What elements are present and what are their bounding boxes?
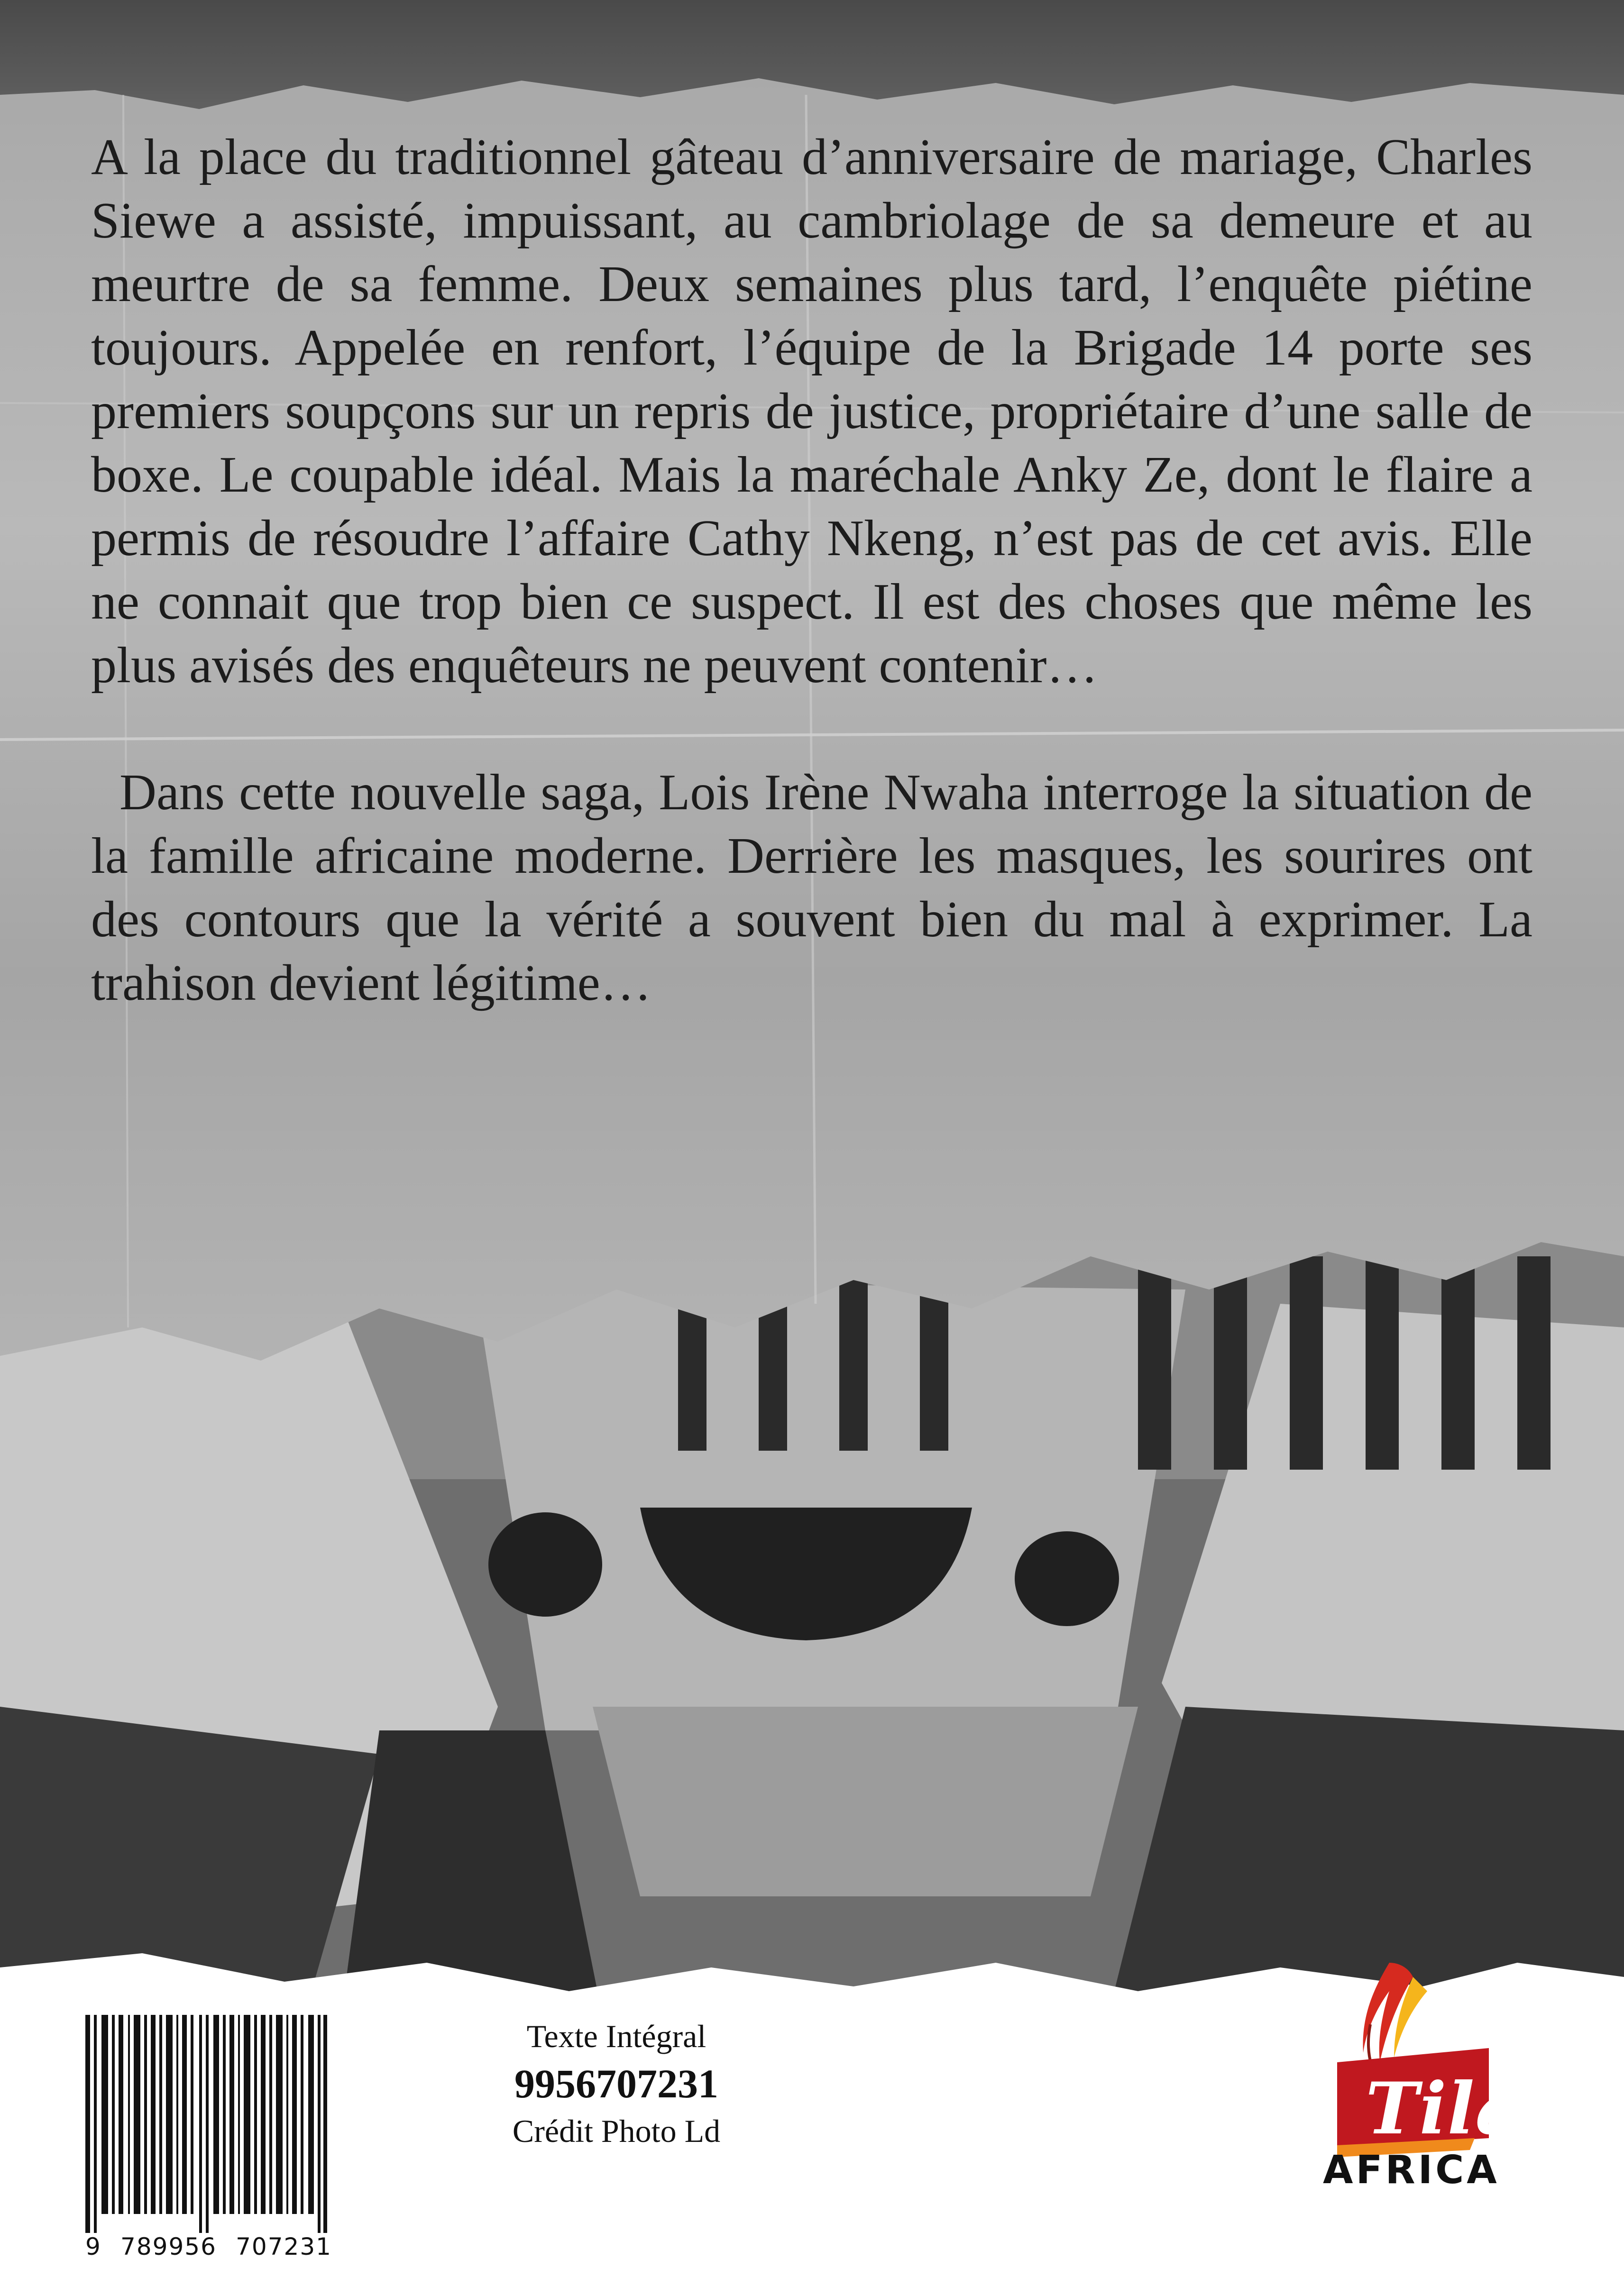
- imprint-info: [474, 2015, 759, 2152]
- synopsis-text: [91, 126, 1532, 1015]
- texte-integral-label: Texte Intégral: [526, 2018, 706, 2054]
- barcode-digit-prefix: 9: [85, 2233, 101, 2260]
- isbn-barcode: [85, 2015, 327, 2233]
- synopsis-paragraph-1: A la place du traditionnel gâteau d’anniversaire de mariage, Charles Siewe a assisté, impuissant, au cambriolage de sa demeure et au meurtre de sa femme. Deux semaines plus tard, l’enquête piétine toujours. Appelée en renfort, l’équipe de la Brigade 14 porte ses premiers soupçons sur un repris de justice, propriétaire d’une salle de boxe. Le coupable idéal. Mais la maréchale Anky Ze, dont le flaire a permis de résoudre l’affaire Cathy Nkeng, n’est pas de cet avis. Elle ne connait que trop bien ce suspect. Il est des choses que même les plus avisés des enquêteurs ne peuvent contenir…: [91, 129, 1532, 694]
- isbn-number: 9956707231: [514, 2061, 718, 2106]
- synopsis-paragraph-2: Dans cette nouvelle saga, Lois Irène Nwaha interroge la situation de la famille africaine moderne. Derrière les masques, les sourires ont des contours que la vérité a souvent bien du mal à exprimer. La trahison devient légitime…: [91, 764, 1532, 1011]
- barcode-digits: [85, 2233, 332, 2260]
- barcode-digit-group-1: 789956: [120, 2233, 217, 2260]
- photo-credit: Crédit Photo Ld: [512, 2113, 721, 2149]
- logo-word-africa: AFRICA: [1323, 2148, 1500, 2193]
- logo-word-tila: Tila: [1366, 2067, 1523, 2150]
- barcode-digit-group-2: 707231: [236, 2233, 332, 2260]
